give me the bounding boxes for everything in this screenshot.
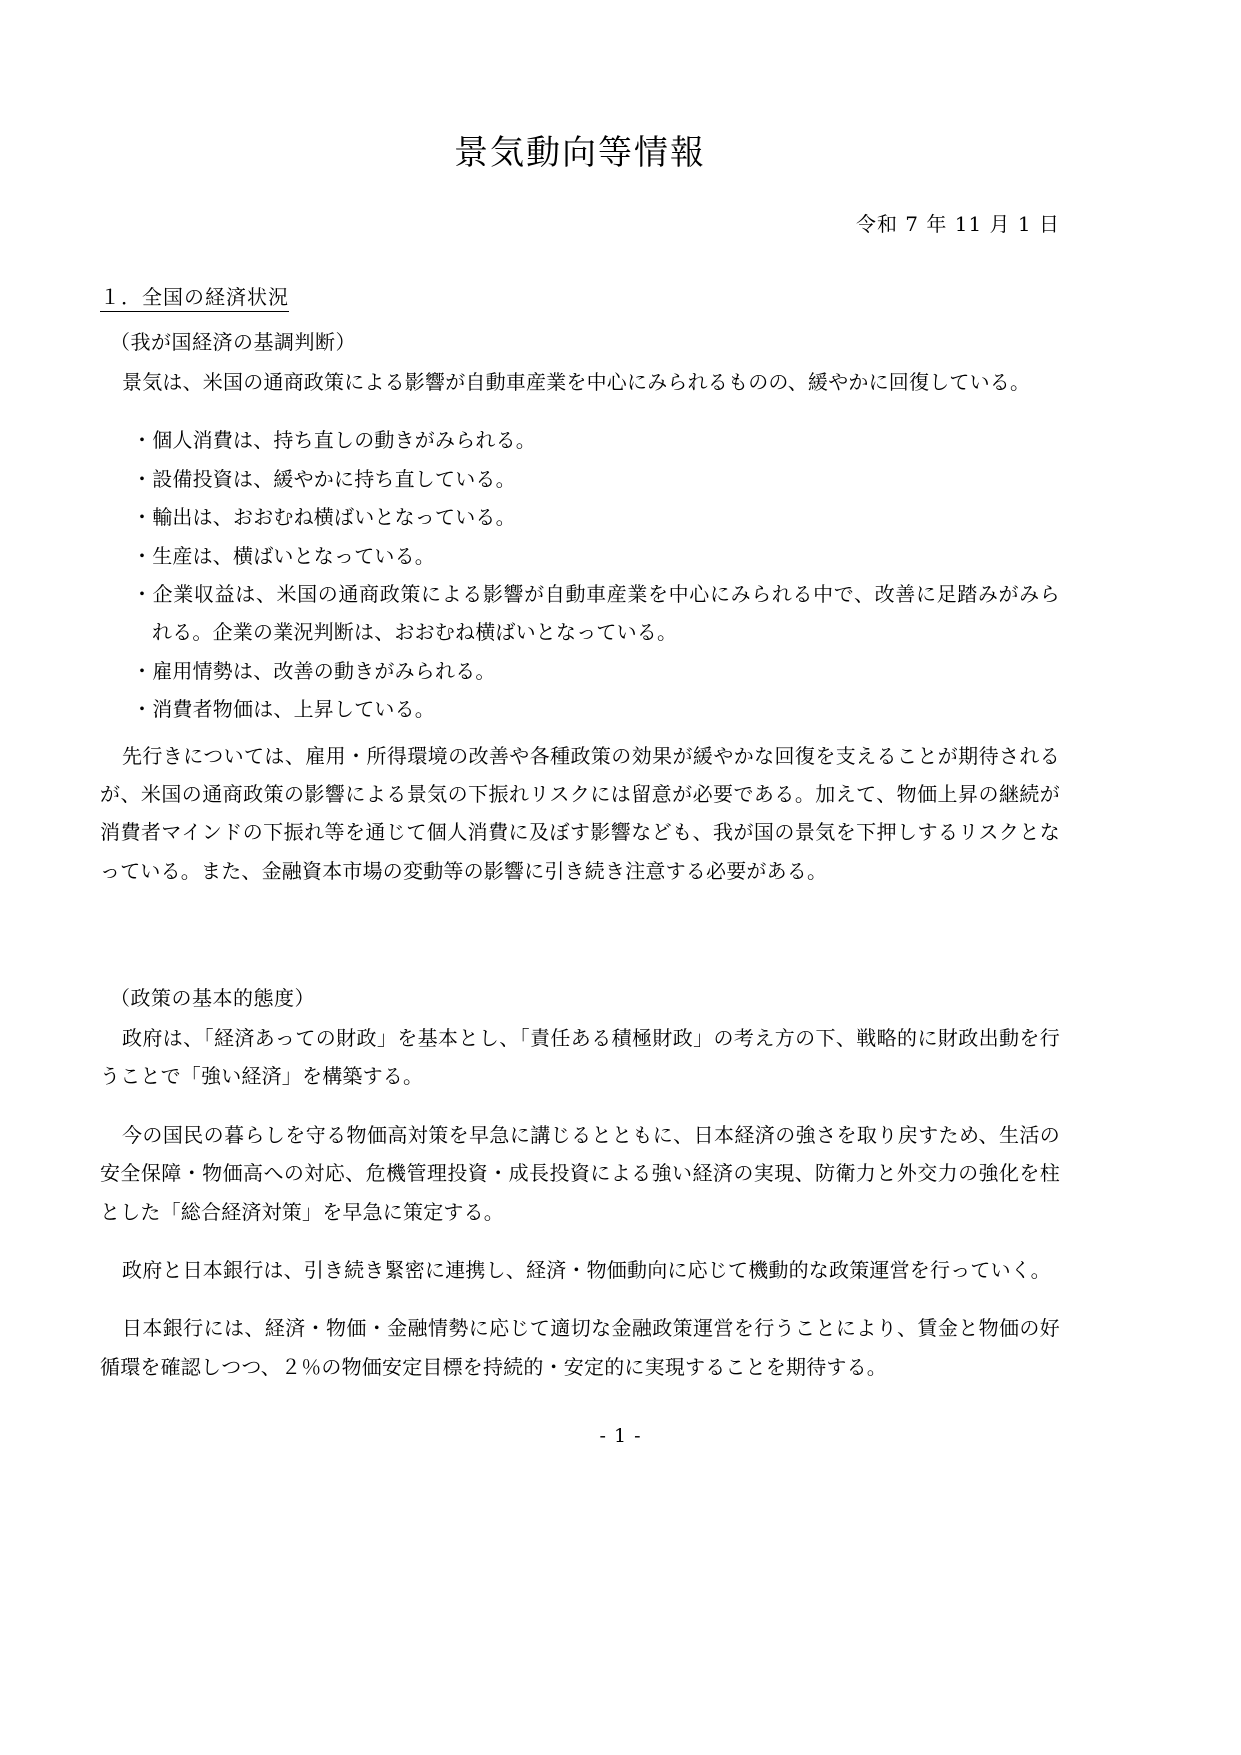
list-item: ・企業収益は、米国の通商政策による影響が自動車産業を中心にみられる中で、改善に足踏みがみられる。企業の業況判断は、おおむね横ばいとなっている。 (132, 581, 1060, 645)
section-spacer (100, 910, 1060, 982)
list-item: ・雇用情勢は、改善の動きがみられる。 (132, 658, 496, 683)
list-item: ・個人消費は、持ち直しの動きがみられる。 (132, 428, 536, 453)
list-item: ・輸出は、おおむね横ばいとなっている。 (132, 505, 516, 530)
page-title: 景気動向等情報 (454, 133, 706, 173)
document-content (100, 0, 1060, 1406)
economic-indicator-list (100, 421, 1060, 728)
list-item: ・生産は、横ばいとなっている。 (132, 543, 435, 568)
policy-paragraph: 日本銀行には、経済・物価・金融情勢に応じて適切な金融政策運営を行うことにより、賃金と物価の好循環を確認しつつ、２％の物価安定目標を持続的・安定的に実現することを期待する。 (100, 1316, 1060, 1379)
basic-judgment-heading: （我が国経済の基調判断） (110, 330, 356, 354)
section-1-heading: １．全国の経済状況 (100, 281, 289, 312)
list-item: ・設備投資は、緩やかに持ち直している。 (132, 466, 516, 491)
policy-stance-heading: （政策の基本的態度） (110, 986, 315, 1011)
policy-paragraph: 今の国民の暮らしを守る物価高対策を早急に講じるとともに、日本経済の強さを取り戻すため、生活の安全保障・物価高への対応、危機管理投資・成長投資による強い経済の実現、防衛力と外交力の強化を柱とした「総合経済対策」を早急に策定する。 (100, 1122, 1060, 1224)
policy-paragraph: 政府と日本銀行は、引き続き緊密に連携し、経済・物価動向に応じて機動的な政策運営を行っていく。 (122, 1258, 1051, 1283)
basic-judgment-lead-paragraph: 景気は、米国の通商政策による影響が自動車産業を中心にみられるものの、緩やかに回復している。 (122, 370, 1031, 394)
section-1 (100, 237, 1060, 1386)
list-item: ・消費者物価は、上昇している。 (132, 697, 435, 722)
policy-paragraph: 政府は、「経済あっての財政」を基本とし、「責任ある積極財政」の考え方の下、戦略的に財政出動を行うことで「強い経済」を構築する。 (100, 1026, 1060, 1089)
document-date: 令和 7 年 11 月 1 日 (855, 212, 1060, 236)
page-number: - 1 - (599, 1425, 642, 1447)
outlook-paragraph: 先行きについては、雇用・所得環境の改善や各種政策の効果が緩やかな回復を支えることが期待されるが、米国の通商政策の影響による景気の下振れリスクには留意が必要である。加えて、物価上昇の継続が消費者マインドの下振れ等を通じて個人消費に及ぼす影響なども、我が国の景気を下押しするリスクとなっている。また、金融資本市場の変動等の影響に引き続き注意する必要がある。 (100, 743, 1060, 883)
